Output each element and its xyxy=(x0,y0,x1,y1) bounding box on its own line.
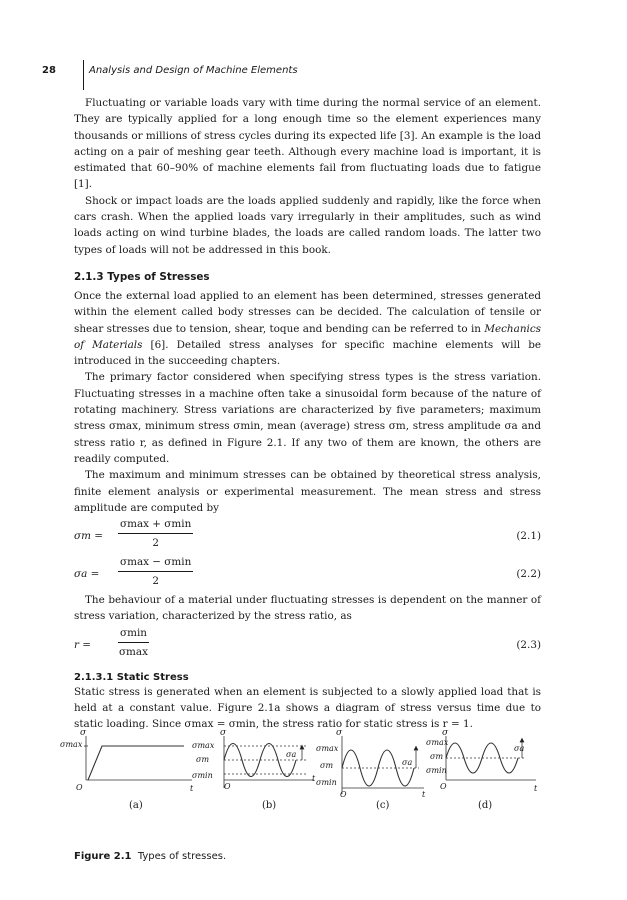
figure-caption xyxy=(74,851,226,862)
equation-lhs: σm = xyxy=(74,530,103,543)
axis-label-t: t xyxy=(422,790,426,799)
panel-a-graph xyxy=(84,736,192,780)
equation-lhs: σa = xyxy=(74,568,100,581)
sigma-a-label: σa xyxy=(514,744,525,753)
equation-fraction xyxy=(118,554,193,590)
equation-numerator: σmin xyxy=(120,626,147,639)
panel-label: (d) xyxy=(478,800,493,811)
running-header xyxy=(20,64,580,90)
sigma-min-label: σmin xyxy=(316,778,337,787)
sigma-min-label: σmin xyxy=(192,771,213,780)
origin-label: O xyxy=(76,783,83,792)
origin-label: O xyxy=(340,790,347,799)
caption-text: Types of stresses. xyxy=(137,851,227,862)
paragraph-shock-loads: Shock or impact loads are the loads applied suddenly and rapidly, like the force when cars crash. When the applied loads vary irregularly in their amplitudes, such as wind loads acting on wind turbine blades, the loads are called random loads. The latter two types of loads will not be addressed in this book. xyxy=(74,194,541,256)
equation-2-3 xyxy=(74,625,541,663)
axis-label-t: t xyxy=(312,774,316,783)
equation-denominator: 2 xyxy=(152,575,159,588)
equation-numerator: σmax − σmin xyxy=(120,556,192,569)
axis-label-sigma: σ xyxy=(336,728,343,738)
stress-diagrams xyxy=(74,728,544,826)
axis-label-t: t xyxy=(190,784,194,793)
axis-label-sigma: σ xyxy=(220,728,227,738)
origin-label: O xyxy=(224,782,231,791)
panel-b-graph xyxy=(224,736,314,788)
panel-label: (a) xyxy=(129,800,143,811)
sigma-max-label: σmax xyxy=(426,738,449,747)
running-title: Analysis and Design of Machine Elements xyxy=(89,65,298,76)
equation-number: (2.2) xyxy=(516,568,541,581)
text-span: Once the external load applied to an element has been determined, stresses generated within the element called body stresses can be decided. The calculation of tensile or shear stresses due to tension, shear, toque and bending can be referred to in xyxy=(74,289,541,335)
equation-fraction xyxy=(118,625,149,661)
panel-d-graph xyxy=(446,736,536,780)
axis-label-t: t xyxy=(534,784,538,793)
subsection-heading: 2.1.3.1 Static Stress xyxy=(74,671,189,683)
panel-label: (b) xyxy=(262,800,277,811)
paragraph-static-stress: Static stress is generated when an element is subjected to a slowly applied load that is held at a constant value. Figure 2.1a shows a diagram of stress versus time due to static loading. Since σmax = σmin, the stress ratio for static stress is r = 1. xyxy=(74,685,541,731)
equation-fraction xyxy=(118,516,193,552)
sigma-max-label: σmax xyxy=(316,744,339,753)
sigma-m-label: σm xyxy=(320,761,334,770)
origin-label: O xyxy=(440,782,447,791)
paragraph-stress-ratio: The behaviour of a material under fluctuating stresses is dependent on the manner of stress variation, characterized by the stress ratio, as xyxy=(74,594,541,623)
sigma-max-label: σmax xyxy=(60,740,83,749)
axis-label-sigma: σ xyxy=(80,728,87,738)
equation-denominator: σmax xyxy=(118,646,148,659)
sigma-a-label: σa xyxy=(286,750,297,759)
equation-number: (2.1) xyxy=(516,530,541,543)
body-text xyxy=(74,95,541,733)
text-span: [6]. Detailed stress analyses for specific machine elements will be introduced in the succeeding chapters. xyxy=(74,338,541,368)
paragraph-stress-variation: The primary factor considered when specifying stress types is the stress variation. Fluctuating stresses in a machine often take a sinusoidal form because of the nature of rotating machinery. Stress variations are characterized by five parameters; maximum stress σmax, minimum stress σmin, mean (average) stress σm, stress amplitude σa and stress ratio r, as defined in Figure 2.1. If any two of them are known, the others are readily computed. xyxy=(74,371,541,465)
fraction-bar xyxy=(118,533,193,534)
sigma-m-label: σm xyxy=(196,755,210,764)
equation-denominator: 2 xyxy=(152,537,159,550)
paragraph-mean-amplitude: The maximum and minimum stresses can be obtained by theoretical stress analysis, finite element analysis or experimental measurement. The mean stress and stress amplitude are computed by xyxy=(74,469,541,514)
sigma-m-label: σm xyxy=(430,752,444,761)
sigma-a-label: σa xyxy=(402,758,413,767)
axis-label-sigma: σ xyxy=(442,728,449,738)
static-stress-curve xyxy=(88,746,184,780)
section-heading: 2.1.3 Types of Stresses xyxy=(74,270,210,283)
fraction-bar xyxy=(118,571,193,572)
page-number: 28 xyxy=(42,65,56,76)
equation-numerator: σmax + σmin xyxy=(120,518,192,531)
caption-label: Figure 2.1 xyxy=(74,851,132,862)
equation-2-1 xyxy=(74,516,541,554)
header-rule xyxy=(83,60,84,90)
equation-2-2 xyxy=(74,554,541,592)
panel-label: (c) xyxy=(376,800,390,811)
sigma-max-label: σmax xyxy=(192,741,215,750)
fraction-bar xyxy=(118,642,149,643)
reference-title: Mechanics of Materials xyxy=(74,322,541,351)
paragraph-body-stresses xyxy=(74,288,541,369)
paragraph-fluctuating-loads: Fluctuating or variable loads vary with time during the normal service of an element. They are typically applied for a long enough time so the element experiences many thousands or millions of stress cycles during its expected life [3]. An example is the load acting on a pair of meshing gear teeth. Although every machine load is important, it is estimated that 60–90% of machine elements fail from fluctuating loads due to fatigue [1]. xyxy=(74,97,541,191)
stress-figure xyxy=(60,728,544,826)
equation-lhs: r = xyxy=(74,638,91,651)
equation-number: (2.3) xyxy=(516,638,541,651)
sigma-min-label: σmin xyxy=(426,766,447,775)
